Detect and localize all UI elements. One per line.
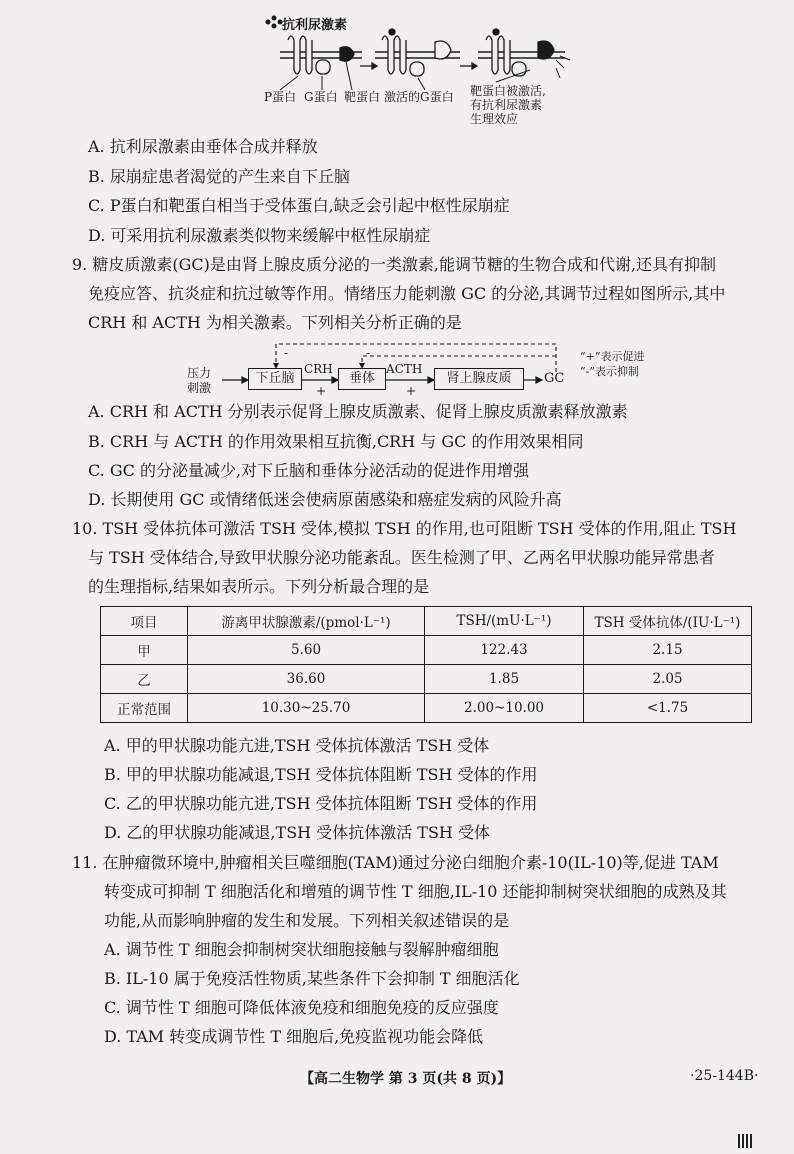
stress-line-2: 刺激 [187, 381, 212, 395]
q10-option-b: B. 甲的甲状腺功能减退,TSH 受体抗体阻断 TSH 受体的作用 [104, 765, 538, 784]
thyroid-table [100, 606, 752, 723]
q10-option-c: C. 乙的甲状腺功能亢进,TSH 受体抗体阻断 TSH 受体的作用 [104, 794, 538, 813]
q9-stem-1: 9. 糖皮质激素(GC)是由肾上腺皮质分泌的一类激素,能调节糖的生物合成和代谢,还具有抑制 [72, 255, 717, 274]
acth-label: ACTH [386, 362, 423, 376]
stress-stimulus [187, 366, 211, 396]
q11-stem-3: 功能,从而影响肿瘤的发生和发展。下列相关叙述错误的是 [104, 911, 510, 930]
legend-promote: “+”表示促进 [580, 350, 645, 363]
q9-option-b: B. CRH 与 ACTH 的作用效果相互抗衡,CRH 与 GC 的作用效果相同 [88, 432, 584, 451]
q11-option-d: D. TAM 转变成调节性 T 细胞后,免疫监视功能会降低 [104, 1027, 484, 1046]
cell: 2.05 [584, 665, 752, 694]
table-header-row [101, 607, 752, 636]
plus-sign-2: + [406, 384, 417, 398]
q11-option-b: B. IL-10 属于免疫活性物质,某些条件下会抑制 T 细胞活化 [104, 969, 520, 988]
table-row [101, 636, 752, 665]
table-row [101, 694, 752, 723]
q9-option-d: D. 长期使用 GC 或情绪低迷会使病原菌感染和癌症发病的风险升高 [88, 490, 562, 509]
effect-line-2: 有抗利尿激素 [470, 98, 543, 112]
cell: 乙 [101, 665, 188, 694]
q10-stem-2: 与 TSH 受体结合,导致甲状腺分泌功能紊乱。医生检测了甲、乙两名甲状腺功能异常患者 [88, 548, 715, 567]
q9-stem-2: 免疫应答、抗炎症和抗过敏等作用。情绪压力能刺激 GC 的分泌,其调节过程如图所示,其中 [88, 284, 726, 303]
stress-line-1: 压力 [187, 366, 212, 380]
cell: 10.30~25.70 [188, 694, 425, 723]
gc-label: GC [544, 371, 565, 386]
q11-stem-1: 11. 在肿瘤微环境中,肿瘤相关巨噬细胞(TAM)通过分泌白细胞介素-10(IL-10)等,促进 TAM [72, 853, 719, 872]
plus-sign-1: + [316, 384, 327, 398]
page-footer-title: 【高二生物学 第 3 页(共 8 页)】 [300, 1071, 512, 1087]
legend-inhibit: “-”表示抑制 [580, 365, 639, 378]
cell: <1.75 [584, 694, 752, 723]
minus-sign-2: - [366, 346, 371, 360]
hormone-dots [266, 16, 283, 29]
effect-line-1: 靶蛋白被激活, [470, 84, 546, 98]
q11-option-c: C. 调节性 T 细胞可降低体液免疫和细胞免疫的反应强度 [104, 998, 499, 1017]
q8-option-b: B. 尿崩症患者渴觉的产生来自下丘脑 [88, 167, 350, 186]
table-row [101, 665, 752, 694]
q9-option-c: C. GC 的分泌量减少,对下丘脑和垂体分泌活动的促进作用增强 [88, 461, 530, 480]
effect-line-3: 生理效应 [470, 112, 519, 126]
cell-membranes [280, 52, 565, 58]
p-protein-label: P蛋白 [264, 90, 297, 104]
q8-option-c: C. P蛋白和靶蛋白相当于受体蛋白,缺乏会引起中枢性尿崩症 [88, 196, 510, 215]
header-tsh-antibody: TSH 受体抗体/(IU·L⁻¹) [584, 607, 752, 636]
g-protein-label: G蛋白 [304, 90, 338, 104]
activated-g-protein-label: 激活的G蛋白 [384, 90, 454, 104]
minus-sign-1: - [284, 346, 289, 360]
header-item: 项目 [101, 607, 188, 636]
header-tsh: TSH/(mU·L⁻¹) [425, 607, 584, 636]
q10-stem-3: 的生理指标,结果如表所示。下列分析最合理的是 [88, 577, 430, 596]
qr-code-icon [738, 1134, 752, 1148]
cell: 甲 [101, 636, 188, 665]
q11-stem-2: 转变成可抑制 T 细胞活化和增殖的调节性 T 细胞,IL-10 还能抑制树突状细胞的成熟及其 [104, 882, 727, 901]
q8-option-d: D. 可采用抗利尿激素类似物来缓解中枢性尿崩症 [88, 226, 431, 245]
target-protein-label: 靶蛋白 [344, 90, 381, 104]
pituitary-box: 垂体 [338, 368, 386, 390]
q8-option-a: A. 抗利尿激素由垂体合成并释放 [88, 137, 318, 156]
crh-label: CRH [304, 362, 333, 376]
p-protein-receptor-1 [288, 36, 354, 74]
hypothalamus-box: 下丘脑 [248, 368, 302, 390]
cell: 2.15 [584, 636, 752, 665]
cell: 正常范围 [101, 694, 188, 723]
cell: 36.60 [188, 665, 425, 694]
cell: 2.00~10.00 [425, 694, 584, 723]
exam-code: ·25-144B· [690, 1068, 759, 1084]
adrenal-cortex-box: 肾上腺皮质 [434, 368, 524, 390]
q11-option-a: A. 调节性 T 细胞会抑制树突状细胞接触与裂解肿瘤细胞 [104, 940, 499, 959]
q9-option-a: A. CRH 和 ACTH 分别表示促肾上腺皮质激素、促肾上腺皮质激素释放激素 [88, 402, 628, 421]
adh-label: 抗利尿激素 [282, 18, 348, 33]
q10-stem-1: 10. TSH 受体抗体可激活 TSH 受体,模拟 TSH 的作用,也可阻断 TSH 受体的作用,阻止 TSH [72, 519, 737, 538]
cell: 1.85 [425, 665, 584, 694]
q10-option-a: A. 甲的甲状腺功能亢进,TSH 受体抗体激活 TSH 受体 [104, 736, 490, 755]
q10-option-d: D. 乙的甲状腺功能减退,TSH 受体抗体激活 TSH 受体 [104, 823, 490, 842]
cell: 5.60 [188, 636, 425, 665]
q9-stem-3: CRH 和 ACTH 为相关激素。下列相关分析正确的是 [88, 313, 462, 332]
header-free-hormone: 游离甲状腺激素/(pmol·L⁻¹) [188, 607, 425, 636]
cell: 122.43 [425, 636, 584, 665]
